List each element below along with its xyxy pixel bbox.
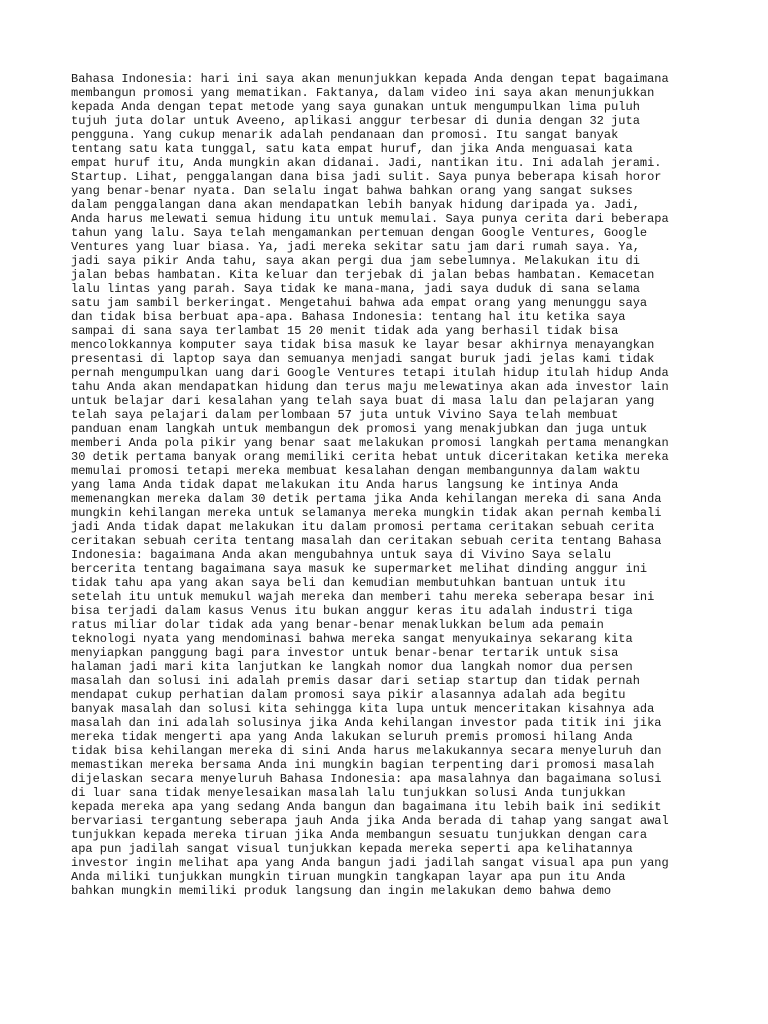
body-text: Bahasa Indonesia: hari ini saya akan menunjukkan kepada Anda dengan tepat bagaimana membangun promosi yang mematikan. Faktanya, dalam video ini saya akan menunjukkan kepada Anda dengan tepat metode yang saya gunakan untuk mengumpulkan lima puluh tujuh juta dolar untuk Aveeno, aplikasi anggur terbesar di dunia dengan 32 juta pengguna. Yang cukup menarik adalah pendanaan dan promosi. Itu sangat banyak tentang satu kata tunggal, satu kata empat huruf, dan jika Anda menguasai kata empat huruf itu, Anda mungkin akan didanai. Jadi, nantikan itu. Ini adalah jerami. Startup. Lihat, penggalangan dana bisa jadi sulit. Saya punya beberapa kisah horor yang benar-benar nyata. Dan selalu ingat bahwa bahkan orang yang sangat sukses dalam penggalangan dana akan mendapatkan lebih banyak hidung daripada ya. Jadi, Anda harus melewati semua hidung itu untuk memulai. Saya punya cerita dari beberapa tahun yang lalu. Saya telah mengamankan pertemuan dengan Google Ventures, Google Ventures yang luar biasa. Ya, jadi mereka sekitar satu jam dari rumah saya. Ya, jadi saya pikir Anda tahu, saya akan pergi dua jam sebelumnya. Melakukan itu di jalan bebas hambatan. Kita keluar dan terjebak di jalan bebas hambatan. Kemacetan lalu lintas yang parah. Saya tidak ke mana-mana, jadi saya duduk di sana selama satu jam sambil berkeringat. Mengetahui bahwa ada empat orang yang menunggu saya dan tidak bisa berbuat apa-apa. Bahasa Indonesia: tentang hal itu ketika saya sampai di sana saya terlambat 15 20 menit tidak ada yang berhasil tidak bisa mencolokkannya komputer saya tidak bisa masuk ke layar besar akhirnya menayangkan presentasi di laptop saya dan semuanya menjadi sangat buruk jadi jelas kami tidak pernah mengumpulkan uang dari Google Ventures tetapi itulah hidup itulah hidup Anda tahu Anda akan mendapatkan hidung dan terus maju melewatinya akan ada investor lain untuk belajar dari kesalahan yang telah saya buat di masa lalu dan pelajaran yang telah saya pelajari dalam perlombaan 57 juta untuk Vivino Saya telah membuat panduan enam langkah untuk membangun dek promosi yang menakjubkan dan juga untuk memberi Anda pola pikir yang benar saat melakukan promosi langkah pertama menangkan 30 detik pertama banyak orang memiliki cerita hebat untuk diceritakan ketika mereka memulai promosi tetapi mereka membuat kesalahan dengan membangunnya dalam waktu yang lama Anda tidak dapat melakukan itu Anda harus langsung ke intinya Anda memenangkan mereka dalam 30 detik pertama jika Anda kehilangan mereka di sana Anda mungkin kehilangan mereka untuk selamanya mereka mungkin tidak akan pernah kembali jadi Anda tidak dapat melakukan itu dalam promosi pertama ceritakan sebuah cerita ceritakan sebuah cerita tentang masalah dan ceritakan sebuah cerita tentang Bahasa Indonesia: bagaimana Anda akan mengubahnya untuk saya di Vivino Saya selalu bercerita tentang bagaimana saya masuk ke supermarket melihat dinding anggur ini tidak tahu apa yang akan saya beli dan kemudian membutuhkan bantuan untuk itu setelah itu untuk memukul wajah mereka dan memberi tahu mereka seberapa besar ini bisa terjadi dalam kasus Venus itu bukan anggur keras itu adalah industri tiga ratus miliar dolar tidak ada yang benar-benar menaklukkan belum ada pemain teknologi nyata yang mendominasi bahwa mereka sangat menyukainya sekarang kita menyiapkan panggung bagi para investor untuk benar-benar tertarik untuk sisa halaman jadi mari kita lanjutkan ke langkah nomor dua langkah nomor dua persen masalah dan solusi ini adalah premis dasar dari setiap startup dan tidak pernah mendapat cukup perhatian dalam promosi saya pikir alasannya adalah ada begitu banyak masalah dan solusi kita sehingga kita lupa untuk menceritakan kisahnya ada masalah dan ini adalah solusinya jika Anda kehilangan investor pada titik ini jika mereka tidak mengerti apa yang Anda lakukan seluruh premis promosi hilang Anda tidak bisa kehilangan mereka di sini Anda harus melakukannya secara menyeluruh dan memastikan mereka bersama Anda ini mungkin bagian terpenting dari promosi masalah dijelaskan secara menyeluruh Bahasa Indonesia: apa masalahnya dan bagaimana solusi di luar sana tidak menyelesaikan masalah lalu tunjukkan solusi Anda tunjukkan kepada mereka apa yang sedang Anda bangun dan bagaimana itu lebih baik ini sedikit bervariasi tergantung seberapa jauh Anda jika Anda berada di tahap yang sangat awal tunjukkan kepada mereka tiruan jika Anda membangun sesuatu tunjukkan dengan cara apa pun jadilah sangat visual tunjukkan kepada mereka seperti apa kelihatannya investor ingin melihat apa yang Anda bangun jadi jadilah sangat visual apa pun yang Anda miliki tunjukkan mungkin tiruan mungkin tangkapan layar apa pun itu Anda bahkan mungkin memiliki produk langsung dan ingin melakukan demo bahwa demo — [71, 72, 669, 898]
